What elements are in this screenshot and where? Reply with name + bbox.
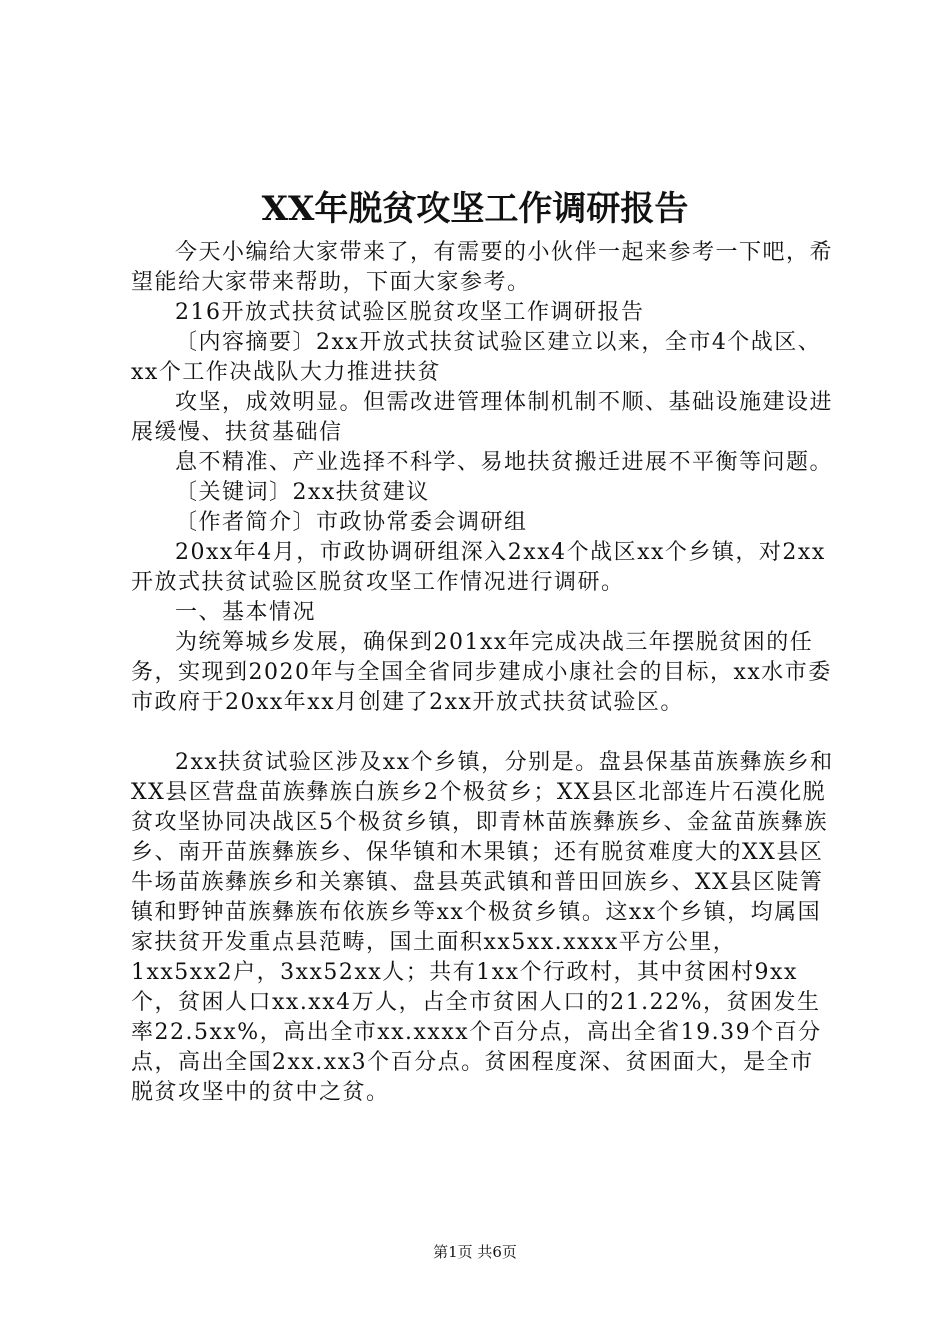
paragraph-abstract-cont-2: 息不精准、产业选择不科学、易地扶贫搬迁进展不平衡等问题。	[175, 450, 834, 475]
paragraph-intro: 今天小编给大家带来了，有需要的小伙伴一起来参考一下吧，希望能给大家带来帮助，下面大家参考。	[131, 240, 834, 295]
page-number: 第1页 共6页	[433, 1243, 517, 1261]
paragraph-keywords: 〔关键词〕2xx扶贫建议	[175, 480, 430, 505]
paragraph-abstract: 〔内容摘要〕2xx开放式扶贫试验区建立以来，全市4个战区、xx个工作决战队大力推进扶贫	[131, 330, 822, 385]
document-title: XX年脱贫攻坚工作调研报告	[261, 189, 689, 229]
section-heading-basic: 一、基本情况	[175, 600, 317, 625]
paragraph-details: 2xx扶贫试验区涉及xx个乡镇，分别是。盘县保基苗族彝族乡和XX县区营盘苗族彝族白族乡2个极贫乡；XX县区北部连片石漠化脱贫攻坚协同决战区5个极贫乡镇，即青林苗族彝族乡、金盆苗族彝族乡、南开苗族彝族乡、保华镇和木果镇；还有脱贫难度大的XX县区牛场苗族彝族乡和关寨镇、盘县英武镇和普田回族乡、XX县区陡箐镇和野钟苗族彝族布依族乡等xx个极贫乡镇。这xx个乡镇，均属国家扶贫开发重点县范畴，国土面积xx5xx.xxxx平方公里，1xx5xx2户，3xx52xx人；共有1xx个行政村，其中贫困村9xx个，贫困人口xx.xx4万人，占全市贫困人口的21.22%，贫困发生率22.5xx%，高出全市xx.xxxx个百分点，高出全省19.39个百分点，高出全国2xx.xx3个百分点。贫困程度深、贫困面大，是全市脱贫攻坚中的贫中之贫。	[131, 750, 834, 1105]
paragraph-survey: 20xx年4月，市政协调研组深入2xx4个战区xx个乡镇，对2xx开放式扶贫试验区脱贫攻坚工作情况进行调研。	[131, 540, 826, 595]
paragraph-author: 〔作者简介〕市政协常委会调研组	[175, 510, 528, 535]
paragraph-background: 为统筹城乡发展，确保到201xx年完成决战三年摆脱贫困的任务，实现到2020年与全国全省同步建成小康社会的目标，xx水市委市政府于20xx年xx月创建了2xx开放式扶贫试验区。	[131, 630, 832, 715]
paragraph-report-title: 216开放式扶贫试验区脱贫攻坚工作调研报告	[175, 300, 645, 325]
document-body	[131, 238, 837, 1108]
paragraph-abstract-cont-1: 攻坚，成效明显。但需改进管理体制机制不顺、基础设施建设进展缓慢、扶贫基础信	[131, 390, 834, 445]
